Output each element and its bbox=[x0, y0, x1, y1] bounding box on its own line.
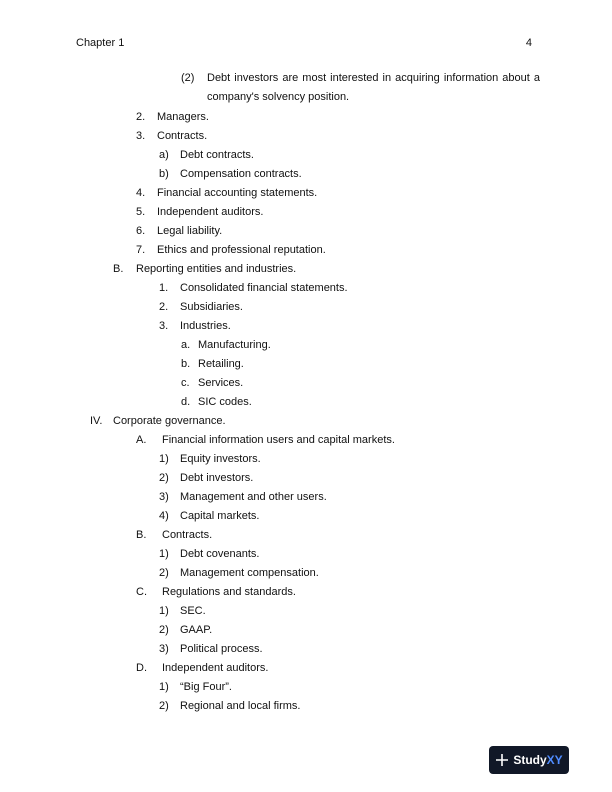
item-text: Industries. bbox=[180, 320, 231, 332]
studyxy-logo bbox=[489, 746, 569, 774]
item-text: Management and other users. bbox=[180, 491, 327, 503]
item-text: Retailing. bbox=[198, 358, 244, 370]
item-number: 3. bbox=[136, 130, 146, 142]
item-text: Corporate governance. bbox=[113, 415, 226, 427]
item-number: A. bbox=[136, 434, 147, 446]
item-text: Independent auditors. bbox=[162, 662, 269, 674]
item-text: Compensation contracts. bbox=[180, 168, 302, 180]
item-number: D. bbox=[136, 662, 147, 674]
intro-number: (2) bbox=[181, 72, 195, 84]
item-text: Debt covenants. bbox=[180, 548, 260, 560]
item-text: GAAP. bbox=[180, 624, 213, 636]
item-text: Debt contracts. bbox=[180, 149, 254, 161]
item-number: 1. bbox=[159, 282, 169, 294]
item-number: IV. bbox=[90, 415, 103, 427]
page-number: 4 bbox=[525, 37, 532, 49]
item-text: Financial accounting statements. bbox=[157, 187, 318, 199]
item-number: 1) bbox=[159, 681, 169, 693]
item-number: 1) bbox=[159, 605, 169, 617]
item-number: 3. bbox=[159, 320, 169, 332]
item-number: a. bbox=[181, 339, 191, 351]
item-text: “Big Four”. bbox=[180, 681, 232, 693]
item-text: Financial information users and capital markets. bbox=[162, 434, 395, 446]
item-number: b) bbox=[159, 168, 169, 180]
item-text: Consolidated financial statements. bbox=[180, 282, 348, 294]
item-number: c. bbox=[181, 377, 190, 389]
logo-wordmark bbox=[513, 753, 562, 767]
intro-line-2: company's solvency position. bbox=[207, 91, 350, 103]
item-number: 2) bbox=[159, 700, 169, 712]
item-number: b. bbox=[181, 358, 191, 370]
item-text: SEC. bbox=[180, 605, 206, 617]
item-number: 4. bbox=[136, 187, 146, 199]
item-number: 4) bbox=[159, 510, 169, 522]
item-text: Capital markets. bbox=[180, 510, 260, 522]
item-number: 1) bbox=[159, 548, 169, 560]
item-number: 2) bbox=[159, 624, 169, 636]
item-text: Management compensation. bbox=[180, 567, 319, 579]
item-number: 6. bbox=[136, 225, 146, 237]
item-text: Services. bbox=[198, 377, 244, 389]
item-number: 5. bbox=[136, 206, 146, 218]
item-number: B. bbox=[113, 263, 124, 275]
item-text: SIC codes. bbox=[198, 396, 252, 408]
logo-brand-accent: XY bbox=[546, 753, 563, 767]
item-text: Reporting entities and industries. bbox=[136, 263, 297, 275]
item-number: C. bbox=[136, 586, 147, 598]
item-number: 2. bbox=[136, 111, 146, 123]
item-text: Debt investors. bbox=[180, 472, 254, 484]
item-text: Political process. bbox=[180, 643, 263, 655]
item-text: Manufacturing. bbox=[198, 339, 271, 351]
item-text: Equity investors. bbox=[180, 453, 261, 465]
item-text: Regional and local firms. bbox=[180, 700, 301, 712]
plus-icon bbox=[495, 753, 509, 767]
item-number: 2) bbox=[159, 472, 169, 484]
item-number: 1) bbox=[159, 453, 169, 465]
item-number: 2) bbox=[159, 567, 169, 579]
item-number: a) bbox=[159, 149, 169, 161]
item-text: Ethics and professional reputation. bbox=[157, 244, 326, 256]
item-text: Contracts. bbox=[157, 130, 208, 142]
item-text: Legal liability. bbox=[157, 225, 223, 237]
item-text: Independent auditors. bbox=[157, 206, 264, 218]
page-header bbox=[76, 37, 532, 51]
item-number: d. bbox=[181, 396, 191, 408]
intro-line-1: Debt investors are most interested in acquiring information about a bbox=[207, 72, 540, 84]
item-number: 3) bbox=[159, 643, 169, 655]
item-number: 3) bbox=[159, 491, 169, 503]
item-number: 7. bbox=[136, 244, 146, 256]
chapter-label: Chapter 1 bbox=[76, 37, 125, 49]
item-text: Managers. bbox=[157, 111, 209, 123]
item-text: Regulations and standards. bbox=[162, 586, 296, 598]
logo-brand-main: Study bbox=[513, 753, 547, 767]
item-text: Contracts. bbox=[162, 529, 213, 541]
item-text: Subsidiaries. bbox=[180, 301, 243, 313]
item-number: B. bbox=[136, 529, 147, 541]
item-number: 2. bbox=[159, 301, 169, 313]
intro-paragraph bbox=[207, 72, 540, 104]
